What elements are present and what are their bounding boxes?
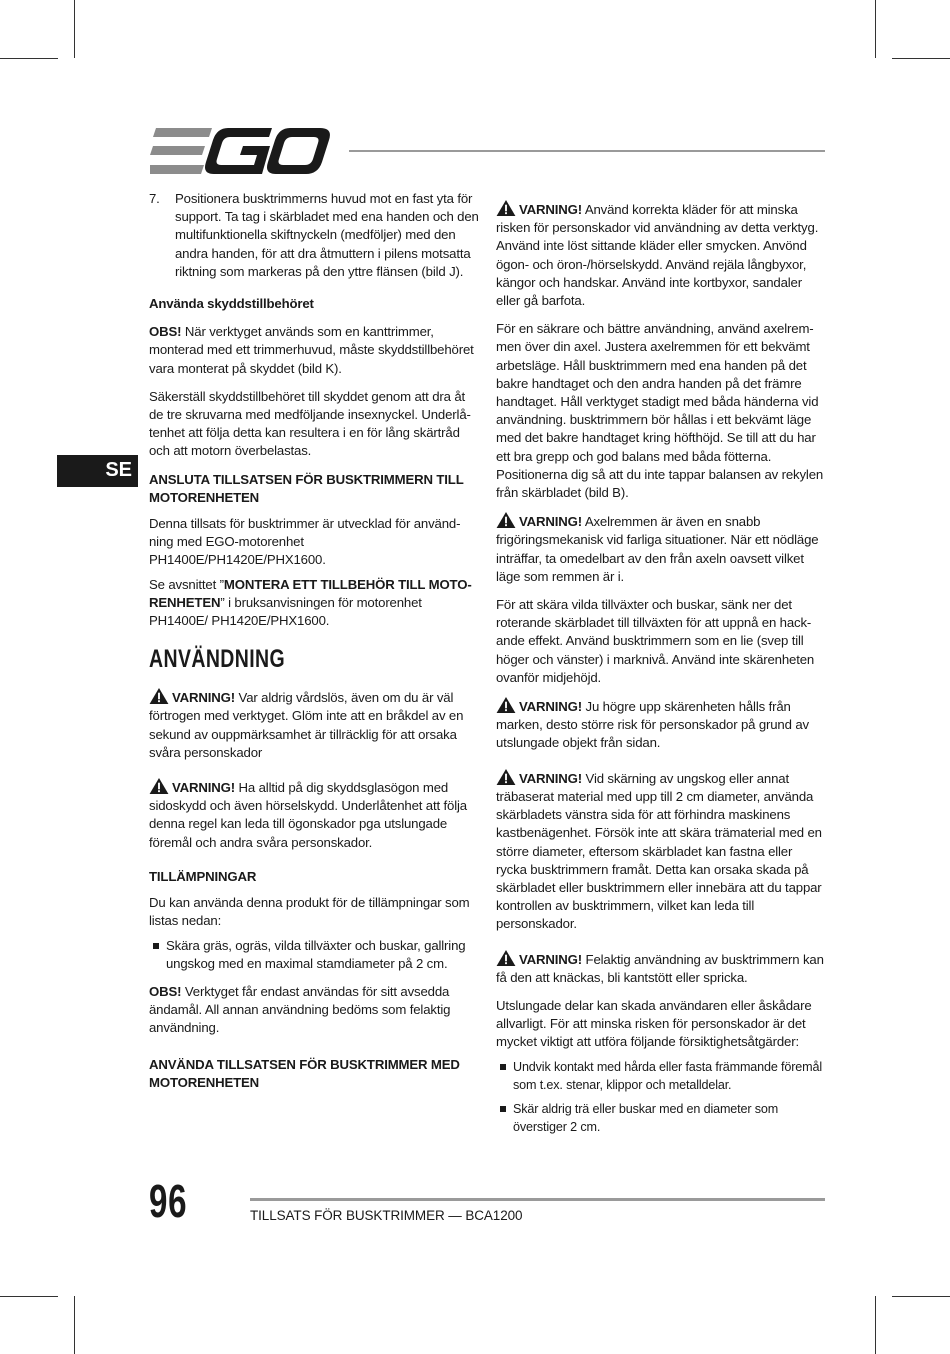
crop-mark bbox=[892, 1296, 950, 1297]
warning-4 bbox=[496, 512, 826, 586]
language-tab: SE bbox=[57, 455, 138, 487]
connect-paragraph: Denna tillsats för busktrimmer är utvecklad för använd-ning med EGO-motorenhet PH1400E/PH1420E/PHX1600. bbox=[149, 516, 461, 568]
page-number: 96 bbox=[149, 1175, 188, 1227]
debris-paragraph: Utslungade delar kan skada användaren eller åskådare allvarligt. För att minska risken för personskador är det mycket viktigt att utföra följande försiktighetsåtgärder: bbox=[496, 997, 812, 1050]
left-column bbox=[149, 190, 479, 1100]
guard-paragraph: Säkerställ skyddstillbehöret till skyddet genom att dra åt de tre skruvarna med medföljande insexnyckel. Underlå-tenhet att följa detta kan resultera i en för lång skärtråd och att motorn överbelastas. bbox=[149, 388, 471, 459]
see-section-paragraph bbox=[149, 576, 479, 631]
crop-mark bbox=[0, 58, 58, 59]
warning-label: VARNING! bbox=[519, 770, 583, 786]
warning-triangle-icon bbox=[496, 697, 516, 713]
list-item: Skär aldrig trä eller buskar med en diameter som överstiger 2 cm. bbox=[496, 1100, 826, 1136]
list-item: Skära gräs, ogräs, vilda tillväxter och buskar, gallring ungskog med en maximal stamdiameter på 2 cm. bbox=[149, 937, 479, 973]
warning-text: Var aldrig vårdslös, även om du är väl förtrogen med verktyget. Glöm inte att en bråkdel av en sekund av ouppmärksamhet är tillräcklig för att orsaka svåra personskador bbox=[149, 690, 464, 760]
warning-label: VARNING! bbox=[172, 780, 236, 796]
warning-text: Axelremmen är även en snabb frigöringsmekanisk vid farliga situationer. När ett nödläge inträffar, ta omedelbart av den från axeln oavsett vilket läge som remmen är i. bbox=[496, 514, 819, 584]
warning-text: Vid skärning av ungskog eller annat träbaserat material med upp till 2 cm diameter, använda skärbladets vänstra sida för att förhindra maskinens kastbenägenhet. Försök inte att skära trämaterial med en större diameter, eftersom skärbladet kan fastna eller rycka busktrimmern framåt. Detta kan orsaka skada på skärbladet eller busktrimmern eller innebära att du tappar kontrollen av busktrimmern, vilket kan leda till personskador. bbox=[496, 770, 822, 932]
warning-triangle-icon bbox=[496, 950, 516, 966]
heading-applications: TILLÄMPNINGAR bbox=[149, 868, 257, 884]
warning-6 bbox=[496, 769, 826, 934]
warning-1 bbox=[149, 688, 479, 762]
warning-text: Ha alltid på dig skyddsglasögon med sidoskydd och även hörselskydd. Underlåtenhet att följa denna regel kan leda till ögonskador pga utslungade föremål och andra svåra personskador. bbox=[149, 780, 467, 850]
warning-text: Felaktig användning av busktrimmern kan få den att knäckas, bli kantstött eller spricka. bbox=[496, 951, 824, 985]
obs-note-2 bbox=[149, 983, 479, 1038]
applications-list bbox=[149, 937, 479, 973]
warning-text: Ju högre upp skärenheten hålls från marken, desto större risk för personskador på grund av utslungade objekt från sidan. bbox=[496, 699, 809, 751]
list-item: Undvik kontakt med hårda eller fasta främmande föremål som t.ex. stenar, klippor och metalldelar. bbox=[496, 1058, 826, 1094]
step-number: 7. bbox=[149, 191, 160, 206]
crop-mark bbox=[875, 1296, 876, 1354]
heading-usage: ANVÄNDNING bbox=[149, 645, 286, 674]
warning-5 bbox=[496, 697, 826, 753]
see-suffix: ” i bruksanvisningen för motorenhet PH1400E/ PH1420E/PHX1600. bbox=[149, 594, 422, 629]
crop-mark bbox=[74, 0, 75, 58]
crop-mark bbox=[74, 1296, 75, 1354]
warning-triangle-icon bbox=[149, 688, 169, 704]
heading-use-attachment: ANVÄNDA TILLSATSEN FÖR BUSKTRIMMER MED MOTORENHETEN bbox=[149, 1056, 460, 1090]
obs-label: OBS! bbox=[149, 983, 182, 999]
warning-label: VARNING! bbox=[519, 699, 583, 715]
crop-mark bbox=[875, 0, 876, 58]
warning-2 bbox=[149, 778, 479, 852]
header-rule bbox=[349, 150, 825, 152]
warning-triangle-icon bbox=[149, 778, 169, 794]
warning-triangle-icon bbox=[496, 769, 516, 785]
heading-connect: ANSLUTA TILLSATSEN FÖR BUSKTRIMMERN TILL MOTORENHETEN bbox=[149, 471, 464, 505]
obs-note bbox=[149, 323, 479, 378]
obs-label: OBS! bbox=[149, 324, 182, 340]
warning-7 bbox=[496, 950, 826, 987]
warning-label: VARNING! bbox=[519, 202, 583, 217]
heading-guard: Använda skyddstillbehöret bbox=[149, 296, 314, 312]
see-bold: MONTERA ETT TILLBEHÖR TILL MOTO-RENHETEN bbox=[149, 576, 472, 610]
warning-3 bbox=[496, 200, 826, 310]
footer-title: TILLSATS FÖR BUSKTRIMMER — BCA1200 bbox=[250, 1208, 523, 1223]
warning-triangle-icon bbox=[496, 200, 516, 216]
obs-text: När verktyget används som en kanttrimmer, monterad med ett trimmerhuvud, måste skyddstillbehöret vara monterat på skyddet (bild K). bbox=[149, 324, 474, 376]
warning-label: VARNING! bbox=[519, 514, 583, 530]
warning-triangle-icon bbox=[496, 512, 516, 528]
cut-paragraph: För att skära vilda tillväxter och buskar, sänk ner det roterande skärbladet till tillväxten för att uppnå en hack-ande effekt. Använd busktrimmern som en lie (svep till höger och vänster) i marknivå. Använd inte skärenheten ovanför midjehöjd. bbox=[496, 597, 815, 685]
right-column bbox=[496, 200, 826, 1146]
precautions-list bbox=[496, 1058, 826, 1137]
crop-mark bbox=[0, 1296, 58, 1297]
crop-mark bbox=[892, 58, 950, 59]
ego-logo bbox=[150, 128, 332, 174]
obs-text: Verktyget får endast användas för sitt avsedda ändamål. All annan användning bedöms som felaktig användning. bbox=[149, 983, 451, 1036]
warning-label: VARNING! bbox=[519, 951, 583, 967]
strap-paragraph: För en säkrare och bättre användning, använd axelrem-men över din axel. Justera axelremmen för ett bekvämt arbetsläge. Håll busktrimmern med ena handen på det bakre handtaget och den andra handen på det främre handtaget. Håll verktyget stadigt med båda händerna vid användning. busktrimmern bör hållas i ett bekvämt läge med det bakre handtaget kring höfthöjd. Se till att du har ett bra grepp och god balans med båda fötterna. Positionerna dig så att du inte tappar balansen av rekylen från skärbladet (bild B). bbox=[496, 321, 824, 501]
step-7 bbox=[149, 190, 479, 281]
warning-label: VARNING! bbox=[172, 690, 236, 706]
footer-rule bbox=[250, 1198, 825, 1201]
step-text: Positionera busktrimmerns huvud mot en fast yta för support. Ta tag i skärbladet med ena handen och den multifunktionella skiftnyckeln (medföljer) med den andra handen, för att dra åtmuttern i pilens motsatta riktning som markeras på den yttre flänsen (bild J). bbox=[175, 191, 479, 279]
applications-paragraph: Du kan använda denna produkt för de tillämpningar som listas nedan: bbox=[149, 895, 470, 929]
warning-text: Använd korrekta kläder för att minska risken för personskador vid användning av detta verktyg. Använd inte löst sittande kläder eller smycken. Anvönd ögon- och öron-/hörselskydd. Använd rejäla långbyxor, kängor och handskar. Använd inte kortbyxor, sandaler eller gå barfota. bbox=[496, 202, 819, 309]
see-prefix: Se avsnittet ” bbox=[149, 576, 224, 592]
